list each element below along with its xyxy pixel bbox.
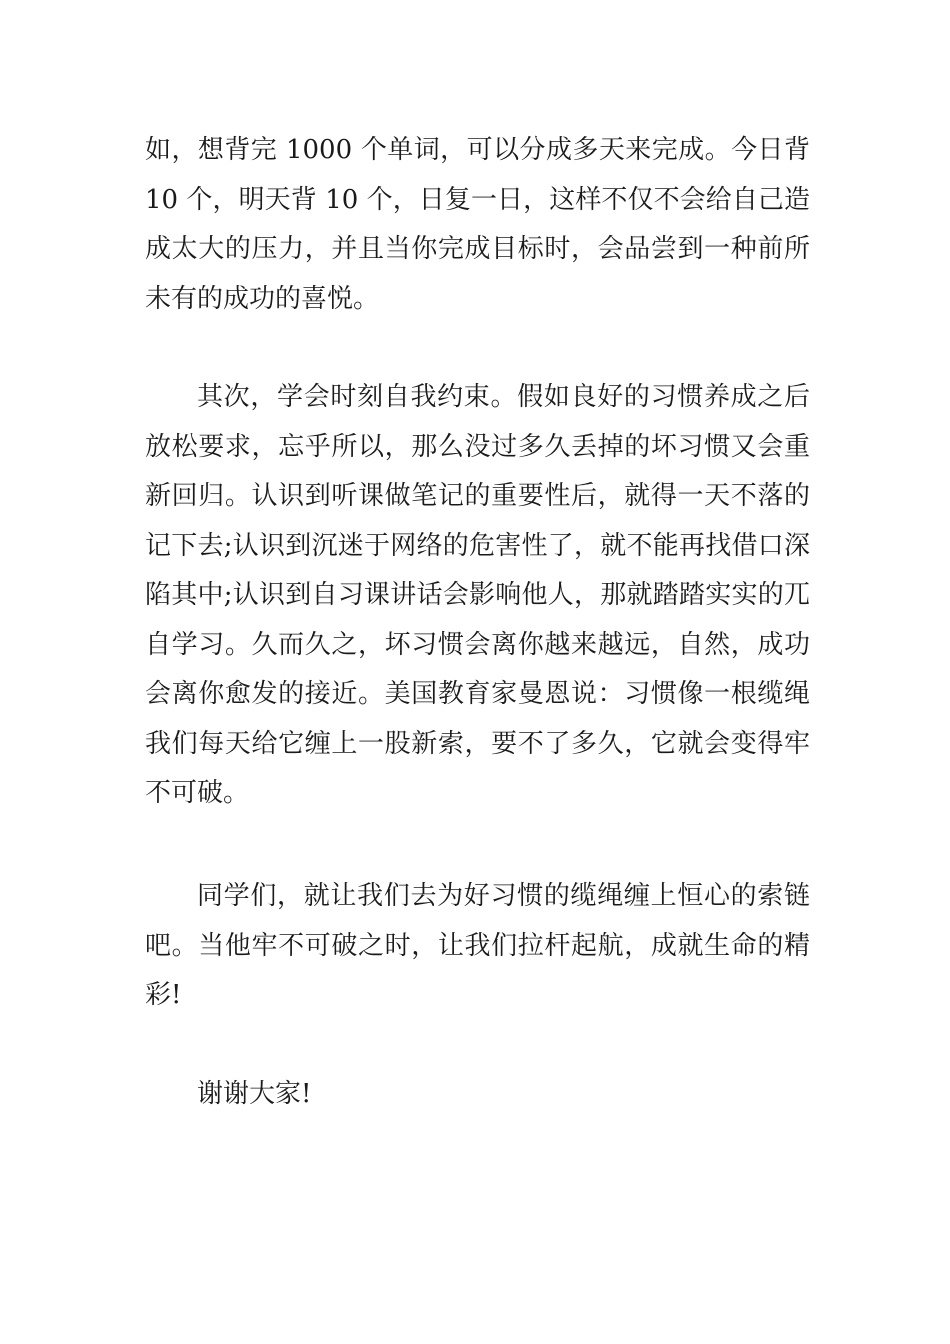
paragraph-self-discipline: 其次，学会时刻自我约束。假如良好的习惯养成之后放松要求，忘乎所以，那么没过多久丢掉的坏习惯又会重新回归。认识到听课做笔记的重要性后，就得一天不落的记下去;认识到沉迷于网络的危害性了，就不能再找借口深陷其中;认识到自习课讲话会影响他人，那就踏踏实实的兀自学习。久而久之，坏习惯会离你越来越远，自然，成功会离你愈发的接近。美国教育家曼恩说：习惯像一根缆绳我们每天给它缠上一股新索，要不了多久，它就会变得牢不可破。 <box>145 382 810 808</box>
paragraph-continuation: 如，想背完 1000 个单词，可以分成多天来完成。今日背 10 个，明天背 10 个，日复一日，这样不仅不会给自己造成太大的压力，并且当你完成目标时，会品尝到一种前所未有的成功的喜悦。 <box>145 135 810 314</box>
paragraph-closing-call: 同学们，就让我们去为好习惯的缆绳缠上恒心的索链吧。当他牢不可破之时，让我们拉杆起航，成就生命的精彩! <box>145 881 810 1010</box>
paragraph-thanks: 谢谢大家! <box>197 1079 312 1109</box>
